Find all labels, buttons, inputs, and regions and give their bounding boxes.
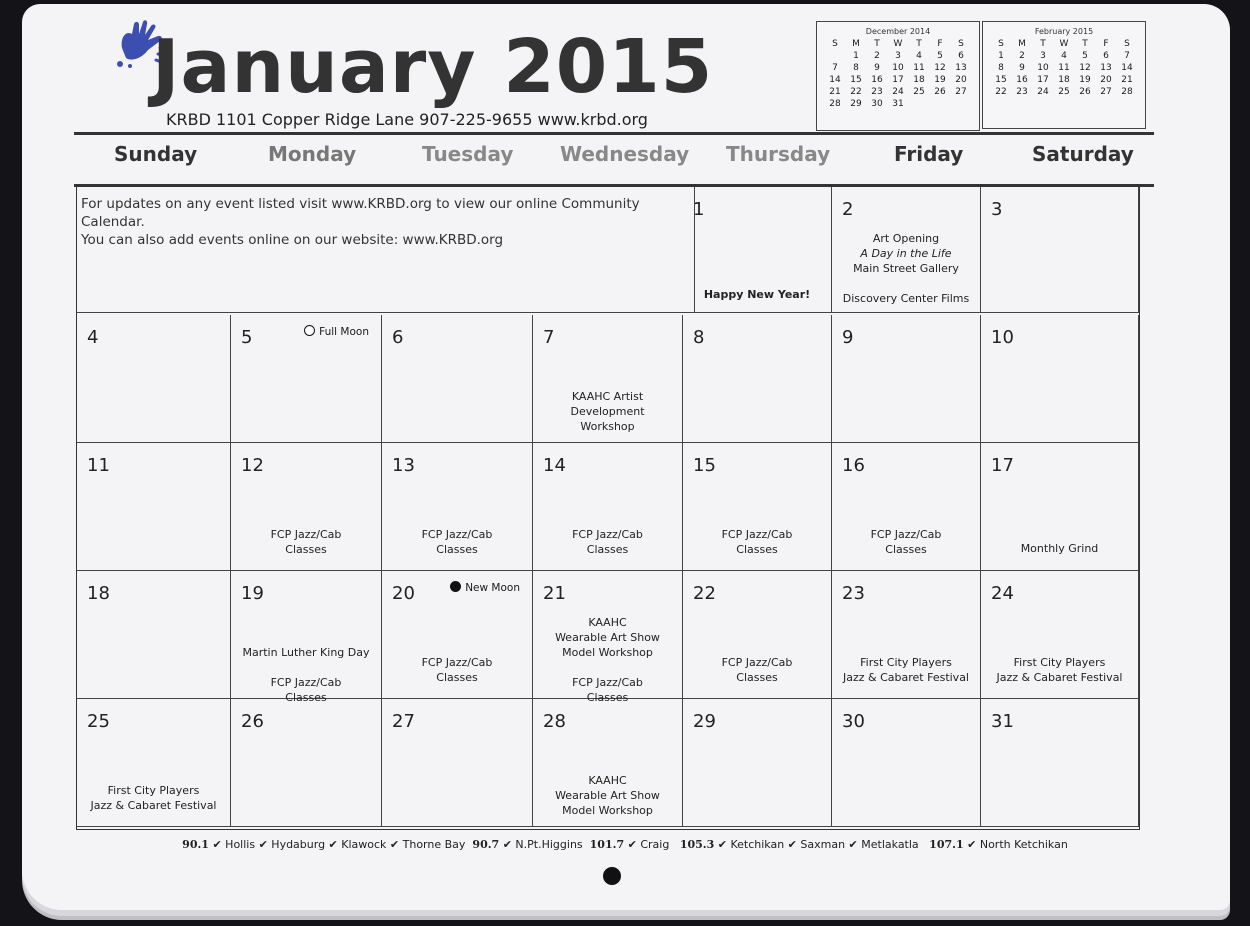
event-line: First City Players (860, 656, 952, 669)
frequency-footer (0, 838, 1250, 851)
mini-date: 15 (995, 75, 1007, 85)
day-number: 3 (991, 199, 1003, 220)
day-cell (981, 315, 1139, 443)
mini-day-header: W (1059, 39, 1069, 49)
event-line: Main Street Gallery (853, 262, 959, 275)
event-line: Art Opening (872, 232, 940, 245)
mini-date: 1 (998, 51, 1004, 61)
day-number: 1 (693, 199, 705, 220)
event-line: First City Players (107, 784, 200, 797)
mini-date: 28 (829, 99, 841, 109)
event-line: Classes (586, 543, 629, 556)
mini-date: 19 (1079, 75, 1091, 85)
footer-towns: ✔ North Ketchikan (967, 838, 1068, 851)
mini-date: 23 (1016, 87, 1028, 97)
event-line: Model Workshop (562, 804, 653, 817)
day-events (533, 389, 682, 434)
day-cell (683, 571, 832, 699)
mini-day-header: W (893, 39, 903, 49)
day-number: 7 (543, 327, 555, 348)
day-number: 11 (87, 455, 110, 476)
event-line: KAAHC (588, 774, 627, 787)
mini-date: 13 (1100, 63, 1112, 73)
event-line: FCP Jazz/Cab (721, 528, 793, 541)
day-cell (981, 443, 1139, 571)
day-cell (981, 571, 1139, 699)
day-number: 29 (693, 711, 716, 732)
day-cell (683, 315, 832, 443)
mini-date: 10 (892, 63, 904, 73)
moon-label: Full Moon (319, 326, 369, 338)
day-events (382, 655, 532, 685)
footer-freq: 90.7 (472, 838, 500, 851)
day-cell (832, 187, 981, 313)
header-divider (74, 132, 1154, 135)
mini-date: 18 (1058, 75, 1070, 85)
day-number: 24 (991, 583, 1014, 604)
mini-date: 22 (995, 87, 1007, 97)
weekday-sunday: Sunday (114, 142, 198, 166)
info-text (81, 195, 694, 249)
day-events (231, 527, 381, 557)
footer-freq: 90.1 (182, 838, 209, 851)
mini-calendar-grid (991, 38, 1138, 98)
mini-date: 22 (850, 87, 862, 97)
day-number: 10 (991, 327, 1014, 348)
mini-date: 10 (1037, 63, 1049, 73)
mini-date (930, 98, 951, 110)
footer-towns: ✔ Hollis ✔ Hydaburg ✔ Klawock ✔ Thorne Bay (212, 838, 466, 851)
event-line: FCP Jazz/Cab (572, 676, 643, 689)
mini-date: 6 (958, 51, 964, 61)
new-moon-icon (450, 581, 461, 592)
event-line: FCP Jazz/Cab (270, 528, 342, 541)
event-line: First City Players (1013, 656, 1106, 669)
mini-calendar-title: December 2014 (865, 27, 931, 36)
mini-day-header: S (998, 39, 1004, 49)
day-cell (77, 315, 231, 443)
event-line: Classes (436, 543, 478, 556)
day-number: 28 (543, 711, 566, 732)
event-line: Wearable Art Show (555, 631, 660, 644)
footer-towns: ✔ Ketchikan ✔ Saxman ✔ Metlakatla (717, 838, 919, 851)
weekday-friday: Friday (894, 142, 964, 166)
moon-phase (304, 325, 369, 338)
day-number: 15 (693, 455, 716, 476)
mini-date: 14 (1121, 63, 1133, 73)
mini-day-header: F (937, 39, 943, 49)
event-line: Model Workshop (562, 646, 653, 659)
day-cell (683, 187, 832, 313)
mini-date: 4 (916, 51, 922, 61)
weekday-tuesday: Tuesday (422, 142, 514, 166)
event-line: Jazz & Cabaret Festival (996, 671, 1123, 684)
day-number: 12 (241, 455, 264, 476)
day-cell (981, 187, 1139, 313)
event-line: Monthly Grind (1020, 542, 1099, 555)
hanging-hole (603, 867, 621, 885)
weekday-monday: Monday (268, 142, 357, 166)
mini-day-header: S (1124, 39, 1130, 49)
event-line: A Day in the Life (860, 247, 952, 260)
day-number: 30 (842, 711, 865, 732)
mini-date: 14 (829, 75, 841, 85)
mini-date: 2 (874, 51, 880, 61)
info-line-1: For updates on any event listed visit www.KRBD.org to view our online Community Calendar. (81, 196, 640, 230)
day-cell (533, 571, 683, 704)
day-number: 6 (392, 327, 404, 348)
day-cell (77, 699, 231, 827)
mini-date: 21 (1121, 75, 1133, 85)
mini-date: 17 (892, 75, 904, 85)
mini-date: 16 (1016, 75, 1028, 85)
mini-date: 23 (871, 87, 883, 97)
mini-date: 27 (1100, 87, 1112, 97)
mini-date: 13 (955, 63, 967, 73)
day-number: 17 (991, 455, 1014, 476)
mini-date: 7 (1124, 51, 1130, 61)
event-line: Classes (436, 671, 478, 684)
mini-date: 18 (913, 75, 925, 85)
day-cell (533, 443, 683, 571)
day-cell (382, 699, 533, 827)
weekday-thursday: Thursday (726, 142, 831, 166)
day-cell (832, 443, 981, 571)
mini-date: 25 (1058, 87, 1070, 97)
day-events (832, 231, 980, 306)
day-number: 22 (693, 583, 716, 604)
day-cell (683, 699, 832, 827)
mini-date: 25 (913, 87, 925, 97)
day-number: 14 (543, 455, 566, 476)
day-events (382, 527, 532, 557)
day-events (832, 527, 980, 557)
station-address: KRBD 1101 Copper Ridge Lane 907-225-9655 www.krbd.org (166, 110, 648, 129)
mini-date: 16 (871, 75, 883, 85)
mini-date: 29 (850, 99, 862, 109)
day-number: 31 (991, 711, 1014, 732)
day-events (533, 773, 682, 818)
footer-towns: ✔ N.Pt.Higgins (502, 838, 583, 851)
info-cell (77, 187, 695, 313)
mini-date: 1 (853, 51, 859, 61)
day-number: 20 (392, 583, 415, 604)
mini-date: 28 (1121, 87, 1133, 97)
mini-calendar-title: February 2015 (1034, 27, 1094, 36)
footer-freq: 107.1 (929, 838, 964, 851)
mini-date: 7 (832, 63, 838, 73)
day-events (533, 615, 682, 705)
mini-date: 21 (829, 87, 841, 97)
mini-date: 8 (998, 63, 1004, 73)
mini-day-header: T (1040, 39, 1046, 49)
day-cell (231, 571, 382, 704)
event-line: Development (570, 405, 645, 418)
day-number: 25 (87, 711, 110, 732)
day-number: 27 (392, 711, 415, 732)
day-events (77, 783, 230, 813)
mini-date: 3 (1040, 51, 1046, 61)
day-cell (231, 443, 382, 571)
event-line: Classes (736, 543, 778, 556)
event-line: FCP Jazz/Cab (421, 528, 493, 541)
day-cell (683, 443, 832, 571)
mini-date: 19 (934, 75, 946, 85)
day-events (683, 527, 831, 557)
mini-date: 6 (1103, 51, 1109, 61)
day-cell (382, 443, 533, 571)
event-line: Happy New Year! (703, 288, 811, 301)
event-line: Jazz & Cabaret Festival (90, 799, 217, 812)
full-moon-icon (304, 325, 315, 336)
mini-date: 5 (1082, 51, 1088, 61)
event-line: Discovery Center Films (842, 292, 970, 305)
day-events (683, 287, 831, 302)
day-number: 4 (87, 327, 99, 348)
event-line: FCP Jazz/Cab (421, 656, 493, 669)
day-events (981, 541, 1138, 556)
mini-day-header: F (1103, 39, 1109, 49)
info-line-2: You can also add events online on our website: www.KRBD.org (81, 232, 504, 248)
day-cell (77, 443, 231, 571)
month-title: January 2015 (152, 24, 714, 110)
event-line: Martin Luther King Day (242, 646, 370, 659)
mini-date: 26 (934, 87, 946, 97)
calendar-page (22, 4, 1230, 910)
mini-date: 17 (1037, 75, 1049, 85)
mini-date (951, 98, 972, 110)
mini-calendar-grid (825, 38, 972, 110)
mini-date: 11 (913, 63, 925, 73)
day-events (832, 655, 980, 685)
mini-date (909, 98, 930, 110)
day-cell (382, 571, 533, 699)
mini-day-header: T (1082, 39, 1088, 49)
mini-date: 8 (853, 63, 859, 73)
event-line: FCP Jazz/Cab (721, 656, 793, 669)
day-number: 26 (241, 711, 264, 732)
day-number: 8 (693, 327, 705, 348)
event-line: Classes (586, 691, 629, 704)
footer-freq: 101.7 (589, 838, 625, 851)
event-line: Classes (285, 691, 327, 704)
day-number: 19 (241, 583, 264, 604)
day-events (683, 655, 831, 685)
mini-date: 4 (1061, 51, 1067, 61)
day-number: 23 (842, 583, 865, 604)
mini-date: 9 (1019, 63, 1025, 73)
event-line: KAAHC Artist (571, 390, 644, 403)
mini-day-header: M (852, 39, 860, 49)
day-cell (981, 699, 1139, 827)
moon-label: New Moon (465, 582, 520, 594)
mini-date (825, 50, 846, 62)
mini-date: 26 (1079, 87, 1091, 97)
mini-date: 9 (874, 63, 880, 73)
mini-date: 31 (892, 99, 904, 109)
mini-date: 20 (955, 75, 967, 85)
day-cell (231, 315, 382, 443)
mini-date: 24 (892, 87, 904, 97)
mini-day-header: S (958, 39, 964, 49)
day-number: 21 (543, 583, 566, 604)
day-cell (231, 699, 382, 827)
month-grid (76, 187, 1140, 830)
day-number: 5 (241, 327, 253, 348)
day-number: 13 (392, 455, 415, 476)
mini-date: 30 (871, 99, 883, 109)
footer-towns: ✔ Craig (627, 838, 670, 851)
weekday-header (74, 142, 1154, 182)
mini-date: 2 (1019, 51, 1025, 61)
event-line: FCP Jazz/Cab (572, 528, 643, 541)
day-events (533, 527, 682, 557)
mini-date: 15 (850, 75, 862, 85)
moon-phase (450, 581, 520, 594)
day-number: 2 (842, 199, 854, 220)
mini-date: 12 (934, 63, 946, 73)
event-line: Classes (285, 543, 327, 556)
day-cell (832, 315, 981, 443)
event-line: Classes (736, 671, 778, 684)
day-number: 9 (842, 327, 854, 348)
day-events (231, 645, 381, 705)
mini-calendar-december (816, 21, 980, 131)
mini-date: 11 (1058, 63, 1070, 73)
mini-date: 20 (1100, 75, 1112, 85)
day-cell (832, 571, 981, 699)
mini-calendar-february (982, 21, 1146, 129)
day-number: 18 (87, 583, 110, 604)
event-line: Classes (885, 543, 927, 556)
weekday-saturday: Saturday (1032, 142, 1134, 166)
event-line: Wearable Art Show (555, 789, 660, 802)
mini-day-header: M (1018, 39, 1026, 49)
event-line: FCP Jazz/Cab (870, 528, 942, 541)
mini-date: 27 (955, 87, 967, 97)
day-cell (832, 699, 981, 827)
footer-freq: 105.3 (679, 838, 715, 851)
day-number: 16 (842, 455, 865, 476)
day-cell (77, 571, 231, 699)
mini-date: 24 (1037, 87, 1049, 97)
weekday-wednesday: Wednesday (560, 142, 690, 166)
mini-day-header: T (916, 39, 922, 49)
event-line: Jazz & Cabaret Festival (842, 671, 969, 684)
day-events (981, 655, 1138, 685)
event-line: FCP Jazz/Cab (270, 676, 342, 689)
mini-date: 12 (1079, 63, 1091, 73)
mini-date: 5 (937, 51, 943, 61)
day-cell (533, 699, 683, 827)
day-cell (382, 315, 533, 443)
mini-day-header: S (832, 39, 838, 49)
mini-date: 3 (895, 51, 901, 61)
day-cell (533, 315, 683, 443)
mini-day-header: T (874, 39, 880, 49)
event-line: Workshop (580, 420, 635, 433)
event-line: KAAHC (588, 616, 627, 629)
